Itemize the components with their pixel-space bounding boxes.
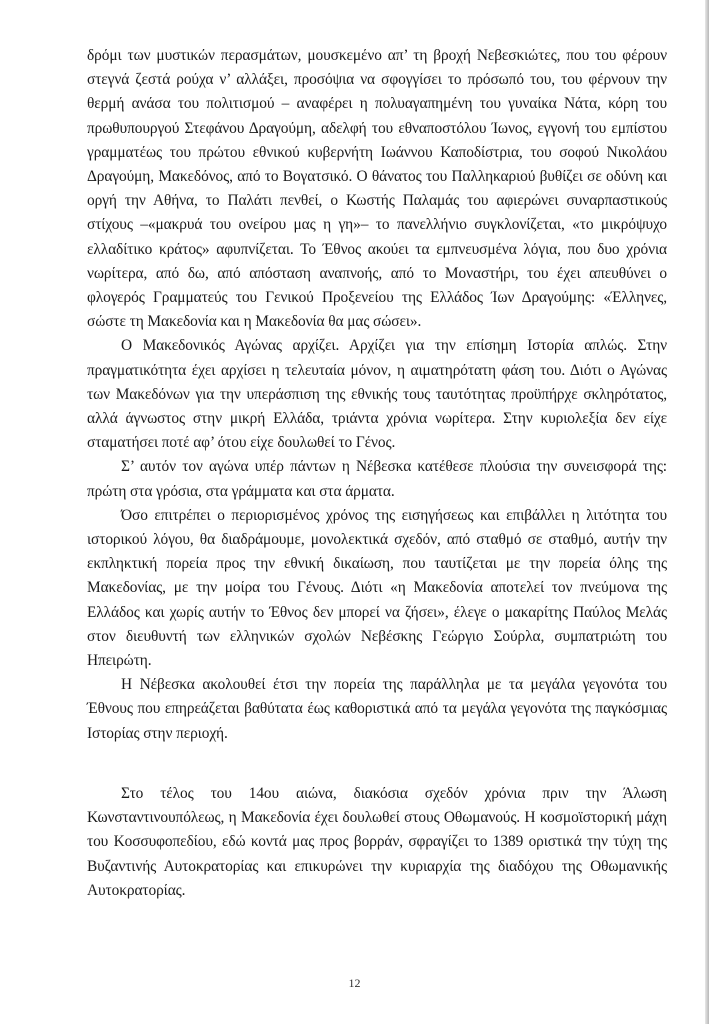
paragraph-2: Ο Μακεδονικός Αγώνας αρχίζει. Αρχίζει για την επίσημη Ιστορία απλώς. Στην πραγματικότητα έχει αρχίσει η τελευταία μόνον, η αιματηρότατη φάση του. Διότι ο Αγώνας των Μακεδόνων για την υπεράσπιση της εθνικής τους ταυτότητας προϋπήρχε σκληρότατος, αλλά άγνωστος στην μικρή Ελλάδα, τριάντα χρόνια νωρίτερα. Στην κυριολεξία δεν είχε σταματήσει ποτέ αφ’ ότου είχε δουλωθεί το Γένος. [87, 337, 667, 452]
paragraph-3: Σ’ αυτόν τον αγώνα υπέρ πάντων η Νέβεσκα κατέθεσε πλούσια την συνεισφορά της: πρώτη στα γρόσια, στα γράμματα και στα άρματα. [87, 458, 667, 500]
page-body [87, 44, 667, 903]
page-edge-shadow [705, 0, 709, 1024]
paragraph-6: Στο τέλος του 14ου αιώνα, διακόσια σχεδόν χρόνια πριν την Άλωση Κωνσταντινουπόλεως, η Μακεδονία έχει δουλωθεί στους Οθωμανούς. Η κοσμοϊστορική μάχη του Κοσσυφοπεδίου, εδώ κοντά μας προς βορράν, σφραγίζει το 1389 οριστικά την τύχη της Βυζαντινής Αυτοκρατορίας και επικυρώνει την κυριαρχία της διαδόχου της Οθωμανικής Αυτοκρατορίας. [87, 784, 667, 899]
paragraph-5: Η Νέβεσκα ακολουθεί έτσι την πορεία της παράλληλα με τα μεγάλα γεγονότα του Έθνους που επηρεάζεται βαθύτατα έως καθοριστικά από τα μεγάλα γεγονότα της παγκόσμιας Ιστορίας στην περιοχή. [87, 676, 667, 742]
paragraph-4: Όσο επιτρέπει ο περιορισμένος χρόνος της εισηγήσεως και επιβάλλει η λιτότητα του ιστορικού λόγου, θα διαδράμουμε, μονολεκτικά σχεδόν, από σταθμό σε σταθμό, αυτήν την εκπληκτική πορεία προς την εθνική δικαίωση, που ταυτίζεται με την πορεία όλης της Μακεδονίας, με την μοίρα του Γένους. Διότι «η Μακεδονία αποτελεί τον πνεύμονα της Ελλάδος και χωρίς αυτήν το Έθνος δεν μπορεί να ζήσει», έλεγε ο μακαρίτης Παύλος Μελάς στον διευθυντή των ελληνικών σχολών Νεβέσκης Γεώργιο Σούρλα, συμπατριώτη του Ηπειρώτη. [87, 506, 667, 670]
page-number: 12 [348, 976, 361, 990]
paragraph-1: δρόμι των μυστικών περασμάτων, μουσκεμένο απ’ τη βροχή Νεβεσκιώτες, που του φέρουν στεγνά ζεστά ρούχα ν’ αλλάξει, προσόψια να σφογγίσει το πρόσωπό του, του φέρνουν την θερμή ανάσα του πολιτισμού – αναφέρει η πολυαγαπημένη του γυναίκα Νάτα, κόρη του πρωθυπουργού Στεφάνου Δραγούμη, αδελφή του εθναποστόλου Ίωνος, εγγονή του εμπίστου γραμματέως του πρώτου εθνικού κυβερνήτη Ιωάννου Καποδίστρια, του σοφού Νικολάου Δραγούμη, Μακεδόνος, από το Βογατσικό. Ο θάνατος του Παλληκαριού βυθίζει σε οδύνη και οργή την Αθήνα, το Παλάτι πενθεί, ο Κωστής Παλαμάς του αφιερώνει συναρπαστικούς στίχους –«μακρυά του ονείρου μας η γη»– το πανελλήνιο συγκλονίζεται, «το μικρόψυχο ελλαδίτικο κράτος» αφυπνίζεται. Το Έθνος ακούει τα εμπνευσμένα λόγια, που δυο χρόνια νωρίτερα, από δω, από απόσταση αναπνοής, από το Μοναστήρι, του έχει απευθύνει ο φλογερός Γραμματεύς του Γενικού Προξενείου της Ελλάδος Ίων Δραγούμης: «Έλληνες, σώστε τη Μακεδονία και η Μακεδονία θα μας σώσει». [87, 47, 667, 331]
